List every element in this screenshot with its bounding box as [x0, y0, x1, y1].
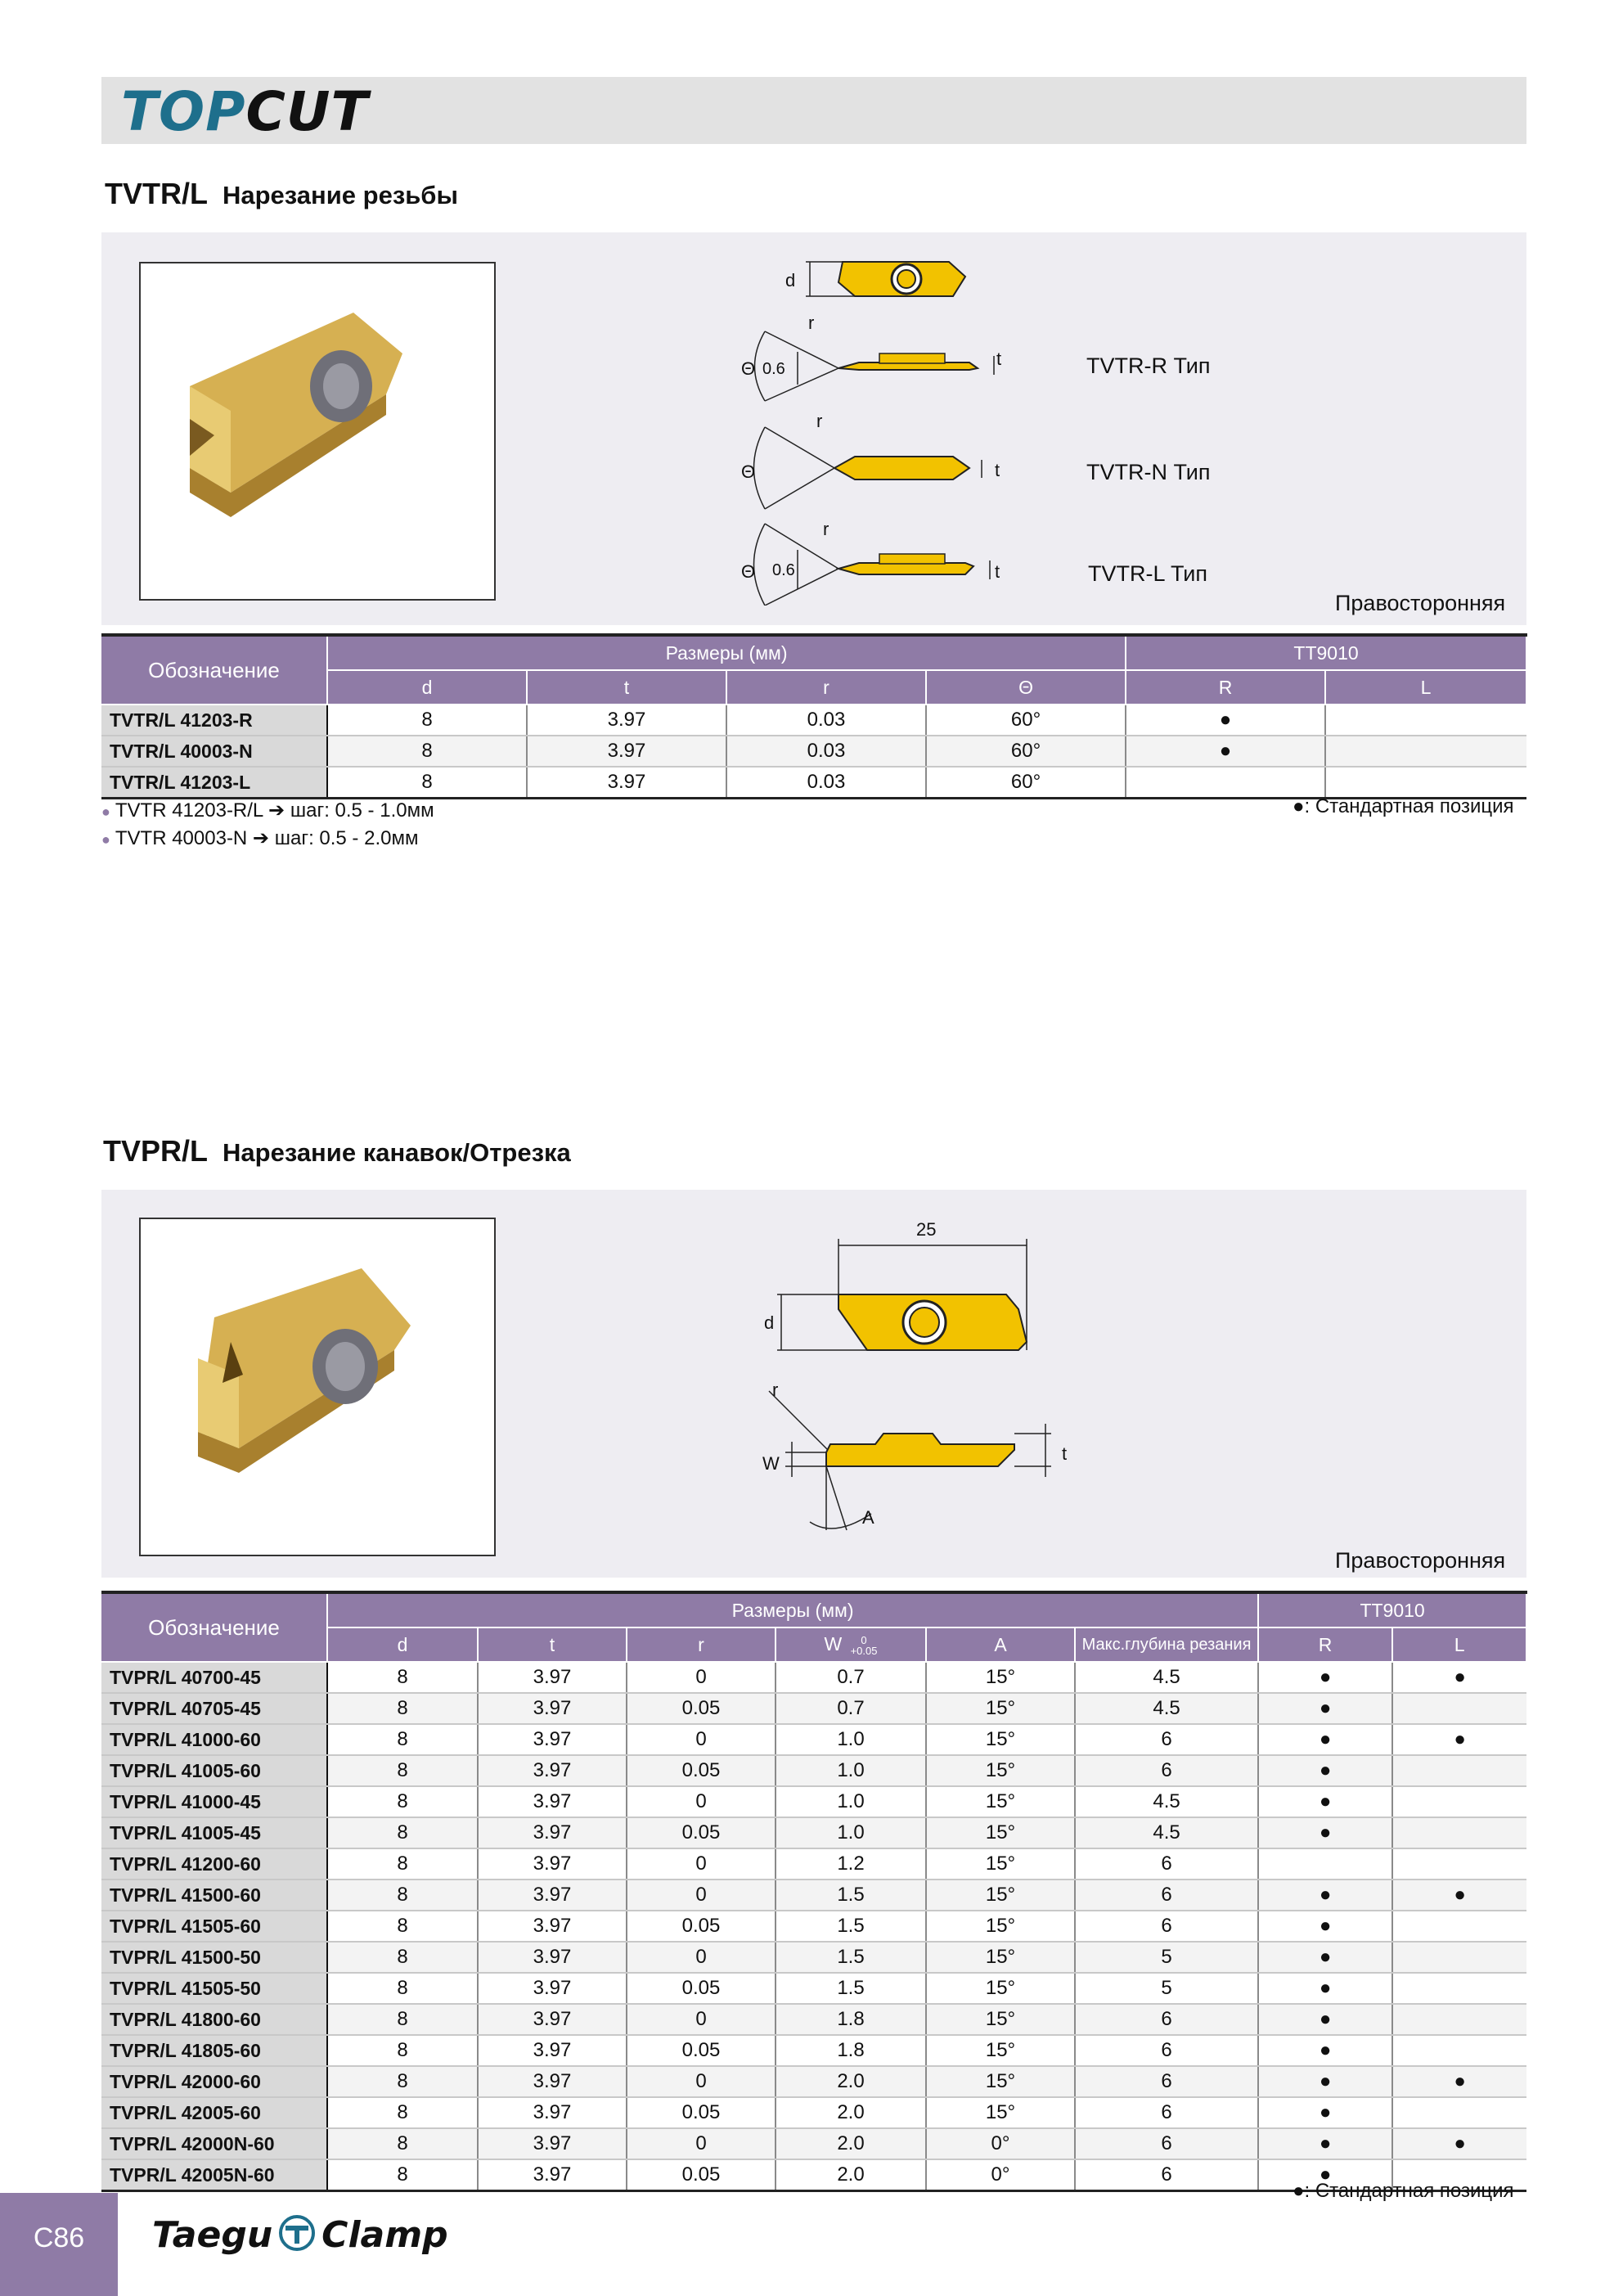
type-label-n: TVTR-N Тип — [1086, 460, 1211, 484]
cell-w: 1.5 — [776, 1911, 926, 1942]
table-row — [101, 1880, 1526, 1911]
cell-l — [1325, 736, 1526, 767]
cell-depth: 6 — [1075, 2004, 1258, 2035]
cell-w: 1.8 — [776, 2035, 926, 2066]
cell-w: 0.7 — [776, 1662, 926, 1693]
cell-r: 0 — [627, 1786, 776, 1817]
table-row — [101, 1786, 1526, 1817]
table-row — [101, 705, 1526, 736]
legend-standard: ●: Стандартная позиция — [1293, 795, 1514, 817]
designation-cell: TVPR/L 41505-60 — [101, 1911, 327, 1942]
cell-w: 1.5 — [776, 1880, 926, 1911]
cell-l — [1392, 2004, 1526, 2035]
designation-cell: TVPR/L 40705-45 — [101, 1693, 327, 1724]
label-r: r — [772, 1380, 779, 1400]
cell-a: 15° — [926, 1942, 1075, 1973]
cell-depth: 6 — [1075, 1880, 1258, 1911]
designation-cell: TVPR/L 42000-60 — [101, 2066, 327, 2097]
cell-l — [1325, 767, 1526, 799]
cell-r: ● — [1258, 1911, 1392, 1942]
cell-t: 3.97 — [527, 705, 726, 736]
cell-t: 3.97 — [478, 2066, 627, 2097]
cell-r: ● — [1258, 2066, 1392, 2097]
col-d: d — [327, 670, 527, 705]
label-t: t — [995, 561, 1000, 582]
bullet-icon: ● — [101, 804, 110, 820]
cell-w: 2.0 — [776, 2128, 926, 2159]
cell-l — [1392, 1973, 1526, 2004]
cell-l — [1392, 1755, 1526, 1786]
cell-d: 8 — [327, 1693, 478, 1724]
cell-depth: 4.5 — [1075, 1662, 1258, 1693]
label-t: t — [1062, 1443, 1068, 1464]
table-row — [101, 2004, 1526, 2035]
col-w: W 0 +0.05 — [776, 1627, 926, 1662]
cell-d: 8 — [327, 2159, 478, 2191]
cell-d: 8 — [327, 1817, 478, 1848]
cell-l — [1392, 2035, 1526, 2066]
cell-l: ● — [1392, 2066, 1526, 2097]
label-r: r — [816, 411, 823, 431]
cell-l — [1392, 2097, 1526, 2128]
designation-header: Обозначение — [101, 635, 327, 705]
cell-r: ● — [1126, 736, 1325, 767]
dims-header: Размеры (мм) — [327, 635, 1126, 670]
handedness-note: Правосторонняя — [1335, 591, 1506, 615]
cell-t: 3.97 — [478, 2159, 627, 2191]
label-r: r — [823, 519, 829, 539]
cell-r: 0 — [627, 1942, 776, 1973]
table-row — [101, 736, 1526, 767]
cell-l — [1325, 705, 1526, 736]
cell-t: 3.97 — [478, 1693, 627, 1724]
cell-d: 8 — [327, 1880, 478, 1911]
designation-cell: TVTR/L 41203-L — [101, 767, 327, 799]
designation-cell: TVPR/L 41200-60 — [101, 1848, 327, 1880]
cell-theta: 60° — [926, 705, 1126, 736]
designation-cell: TVPR/L 42000N-60 — [101, 2128, 327, 2159]
cell-r: ● — [1258, 1786, 1392, 1817]
table-row — [101, 767, 1526, 799]
tvpr-table-body — [101, 1662, 1526, 2191]
cell-r: ● — [1258, 1817, 1392, 1848]
cell-depth: 4.5 — [1075, 1786, 1258, 1817]
tvpr-insert-image — [141, 1219, 494, 1555]
cell-d: 8 — [327, 1911, 478, 1942]
designation-cell: TVTR/L 40003-N — [101, 736, 327, 767]
cell-w: 0.7 — [776, 1693, 926, 1724]
cell-l: ● — [1392, 1880, 1526, 1911]
page-number-box: C86 — [0, 2193, 118, 2296]
tvtr-insert-photo — [139, 262, 496, 601]
cell-l — [1392, 1911, 1526, 1942]
dims-header: Размеры (мм) — [327, 1592, 1258, 1627]
tvtr-spec-table — [101, 633, 1527, 799]
cell-r: ● — [1258, 2035, 1392, 2066]
cell-r: ● — [1258, 2004, 1392, 2035]
cell-d: 8 — [327, 1662, 478, 1693]
col-d: d — [327, 1627, 478, 1662]
cell-r: 0 — [627, 1724, 776, 1755]
cell-a: 15° — [926, 1848, 1075, 1880]
cell-d: 8 — [327, 2004, 478, 2035]
cell-r: 0 — [627, 1880, 776, 1911]
cell-a: 15° — [926, 1755, 1075, 1786]
grade-header: TT9010 — [1126, 635, 1526, 670]
cell-depth: 6 — [1075, 2066, 1258, 2097]
cell-t: 3.97 — [478, 1911, 627, 1942]
cell-w: 1.0 — [776, 1786, 926, 1817]
cell-r: ● — [1258, 2128, 1392, 2159]
cell-d: 8 — [327, 1786, 478, 1817]
designation-cell: TVPR/L 41805-60 — [101, 2035, 327, 2066]
cell-r: 0.03 — [726, 736, 926, 767]
cell-a: 15° — [926, 2035, 1075, 2066]
cell-w: 1.2 — [776, 1848, 926, 1880]
col-r: r — [627, 1627, 776, 1662]
table-row — [101, 2066, 1526, 2097]
cell-t: 3.97 — [478, 1942, 627, 1973]
col-grade-l: L — [1325, 670, 1526, 705]
label-length: 25 — [916, 1219, 937, 1240]
cell-t: 3.97 — [527, 736, 726, 767]
cell-r: ● — [1258, 1880, 1392, 1911]
cell-r — [1126, 767, 1325, 799]
label-r: r — [808, 313, 815, 333]
cell-r: 0.05 — [627, 1755, 776, 1786]
cell-depth: 4.5 — [1075, 1817, 1258, 1848]
table-row — [101, 1911, 1526, 1942]
cell-w: 2.0 — [776, 2159, 926, 2191]
col-r: r — [726, 670, 926, 705]
cell-t: 3.97 — [478, 1755, 627, 1786]
cell-r: 0.05 — [627, 2097, 776, 2128]
cell-d: 8 — [327, 2128, 478, 2159]
cell-a: 15° — [926, 1662, 1075, 1693]
table-row — [101, 1817, 1526, 1848]
cell-a: 15° — [926, 2004, 1075, 2035]
cell-theta: 60° — [926, 736, 1126, 767]
cell-r: ● — [1126, 705, 1325, 736]
brand-emblem-icon — [274, 2214, 320, 2252]
cell-d: 8 — [327, 1724, 478, 1755]
table-header-row — [101, 1592, 1526, 1627]
designation-cell: TVTR/L 41203-R — [101, 705, 327, 736]
cell-r: 0.03 — [726, 705, 926, 736]
tvtr-table-body — [101, 705, 1526, 799]
cell-l — [1392, 1693, 1526, 1724]
cell-l: ● — [1392, 1662, 1526, 1693]
legend-standard: ●: Стандартная позиция — [1293, 2180, 1514, 2202]
cell-r: 0.05 — [627, 1693, 776, 1724]
cell-a: 15° — [926, 1693, 1075, 1724]
cell-l — [1392, 1817, 1526, 1848]
label-theta: Θ — [741, 358, 756, 379]
cell-r: ● — [1258, 1662, 1392, 1693]
cell-d: 8 — [327, 1848, 478, 1880]
tvtr-dimension-diagram — [720, 245, 1096, 606]
cell-depth: 6 — [1075, 2159, 1258, 2191]
table-row — [101, 1724, 1526, 1755]
cell-l: ● — [1392, 1724, 1526, 1755]
col-grade-r: R — [1258, 1627, 1392, 1662]
table-row — [101, 1848, 1526, 1880]
cell-depth: 6 — [1075, 1911, 1258, 1942]
tvpr-dimension-diagram — [736, 1227, 1113, 1555]
grade-header: TT9010 — [1258, 1592, 1526, 1627]
table-row — [101, 2035, 1526, 2066]
cell-l: ● — [1392, 2128, 1526, 2159]
cell-t: 3.97 — [478, 2004, 627, 2035]
cell-d: 8 — [327, 1942, 478, 1973]
designation-cell: TVPR/L 42005N-60 — [101, 2159, 327, 2191]
tvpr-spec-table — [101, 1591, 1527, 2192]
label-chamfer: 0.6 — [762, 360, 785, 378]
cell-w: 1.0 — [776, 1724, 926, 1755]
cell-d: 8 — [327, 1755, 478, 1786]
bullet-icon: ● — [101, 831, 110, 848]
note-1: ● TVTR 41203-R/L ➔ шаг: 0.5 - 1.0мм — [101, 799, 434, 822]
cell-a: 15° — [926, 1973, 1075, 2004]
cell-depth: 4.5 — [1075, 1693, 1258, 1724]
cell-a: 15° — [926, 1817, 1075, 1848]
cell-a: 15° — [926, 2066, 1075, 2097]
cell-depth: 6 — [1075, 1724, 1258, 1755]
cell-r: 0.05 — [627, 1973, 776, 2004]
cell-t: 3.97 — [478, 1973, 627, 2004]
cell-w: 1.0 — [776, 1755, 926, 1786]
cell-r: ● — [1258, 1724, 1392, 1755]
label-theta: Θ — [741, 561, 756, 582]
cell-w: 1.5 — [776, 1942, 926, 1973]
cell-d: 8 — [327, 1973, 478, 2004]
cell-r: 0 — [627, 2128, 776, 2159]
designation-cell: TVPR/L 42005-60 — [101, 2097, 327, 2128]
label-d: d — [785, 270, 796, 290]
cell-t: 3.97 — [527, 767, 726, 799]
cell-t: 3.97 — [478, 1880, 627, 1911]
cell-d: 8 — [327, 767, 527, 799]
cell-r: 0.05 — [627, 1817, 776, 1848]
table-row — [101, 1755, 1526, 1786]
cell-r: 0 — [627, 1848, 776, 1880]
label-chamfer: 0.6 — [772, 561, 795, 579]
cell-r: 0.03 — [726, 767, 926, 799]
cell-t: 3.97 — [478, 2097, 627, 2128]
designation-cell: TVPR/L 41000-45 — [101, 1786, 327, 1817]
cell-r: 0 — [627, 2066, 776, 2097]
handedness-note: Правосторонняя — [1335, 1548, 1506, 1573]
label-t: t — [996, 349, 1002, 369]
section1-title: TVTR/L Нарезание резьбы — [105, 177, 458, 210]
col-theta: Θ — [926, 670, 1126, 705]
cell-a: 15° — [926, 1724, 1075, 1755]
table-row — [101, 1942, 1526, 1973]
cell-r: 0 — [627, 2004, 776, 2035]
cell-a: 0° — [926, 2159, 1075, 2191]
cell-t: 3.97 — [478, 2035, 627, 2066]
cell-r: ● — [1258, 1693, 1392, 1724]
label-d: d — [764, 1312, 775, 1333]
cell-t: 3.97 — [478, 2128, 627, 2159]
table-row — [101, 2128, 1526, 2159]
col-t: t — [478, 1627, 627, 1662]
topcut-logo: TOPCUT — [121, 80, 369, 143]
cell-depth: 6 — [1075, 2128, 1258, 2159]
cell-w: 1.5 — [776, 1973, 926, 2004]
cell-r: ● — [1258, 1973, 1392, 2004]
designation-cell: TVPR/L 41005-45 — [101, 1817, 327, 1848]
designation-cell: TVPR/L 41500-50 — [101, 1942, 327, 1973]
tvpr-insert-photo — [139, 1218, 496, 1556]
table-row — [101, 2097, 1526, 2128]
cell-l — [1392, 1848, 1526, 1880]
col-max-depth: Макс.глубина резания — [1075, 1627, 1258, 1662]
cell-w: 2.0 — [776, 2066, 926, 2097]
cell-depth: 5 — [1075, 1973, 1258, 2004]
cell-r: ● — [1258, 2159, 1392, 2191]
designation-cell: TVPR/L 41505-50 — [101, 1973, 327, 2004]
cell-depth: 6 — [1075, 1755, 1258, 1786]
cell-d: 8 — [327, 705, 527, 736]
cell-d: 8 — [327, 2097, 478, 2128]
cell-a: 15° — [926, 1880, 1075, 1911]
label-a: A — [862, 1507, 874, 1528]
cell-t: 3.97 — [478, 1848, 627, 1880]
section2-title: TVPR/L Нарезание канавок/Отрезка — [103, 1134, 571, 1168]
table-row — [101, 1693, 1526, 1724]
cell-d: 8 — [327, 2035, 478, 2066]
cell-r — [1258, 1848, 1392, 1880]
table-row — [101, 1973, 1526, 2004]
cell-l — [1392, 1786, 1526, 1817]
designation-header: Обозначение — [101, 1592, 327, 1662]
cell-r: ● — [1258, 1755, 1392, 1786]
designation-cell: TVPR/L 41005-60 — [101, 1755, 327, 1786]
cell-w: 1.0 — [776, 1817, 926, 1848]
cell-r: 0.05 — [627, 2035, 776, 2066]
designation-cell: TVPR/L 41000-60 — [101, 1724, 327, 1755]
cell-r: ● — [1258, 1942, 1392, 1973]
designation-cell: TVPR/L 41800-60 — [101, 2004, 327, 2035]
cell-t: 3.97 — [478, 1817, 627, 1848]
type-label-l: TVTR-L Тип — [1088, 561, 1208, 586]
cell-theta: 60° — [926, 767, 1126, 799]
type-label-r: TVTR-R Тип — [1086, 353, 1211, 378]
cell-depth: 6 — [1075, 2035, 1258, 2066]
col-a: A — [926, 1627, 1075, 1662]
cell-t: 3.97 — [478, 1662, 627, 1693]
cell-l — [1392, 1942, 1526, 1973]
designation-cell: TVPR/L 40700-45 — [101, 1662, 327, 1693]
taegutec-logo: Taegu Clamp — [152, 2214, 448, 2256]
cell-a: 15° — [926, 2097, 1075, 2128]
table-row — [101, 1662, 1526, 1693]
cell-depth: 6 — [1075, 2097, 1258, 2128]
cell-r: 0 — [627, 1662, 776, 1693]
cell-d: 8 — [327, 736, 527, 767]
cell-depth: 5 — [1075, 1942, 1258, 1973]
col-grade-l: L — [1392, 1627, 1526, 1662]
designation-cell: TVPR/L 41500-60 — [101, 1880, 327, 1911]
label-w: W — [762, 1453, 780, 1474]
cell-a: 15° — [926, 1786, 1075, 1817]
cell-a: 15° — [926, 1911, 1075, 1942]
tvtr-insert-image — [141, 263, 494, 599]
col-t: t — [527, 670, 726, 705]
cell-r: ● — [1258, 2097, 1392, 2128]
cell-d: 8 — [327, 2066, 478, 2097]
label-t: t — [995, 460, 1000, 480]
note-2: ● TVTR 40003-N ➔ шаг: 0.5 - 2.0мм — [101, 827, 419, 849]
cell-w: 1.8 — [776, 2004, 926, 2035]
cell-w: 2.0 — [776, 2097, 926, 2128]
cell-depth: 6 — [1075, 1848, 1258, 1880]
table-header-row — [101, 635, 1526, 670]
cell-r: 0.05 — [627, 2159, 776, 2191]
col-grade-r: R — [1126, 670, 1325, 705]
cell-t: 3.97 — [478, 1786, 627, 1817]
label-theta: Θ — [741, 461, 756, 482]
cell-t: 3.97 — [478, 1724, 627, 1755]
cell-r: 0.05 — [627, 1911, 776, 1942]
w-tolerance: 0 +0.05 — [850, 1633, 878, 1657]
cell-a: 0° — [926, 2128, 1075, 2159]
